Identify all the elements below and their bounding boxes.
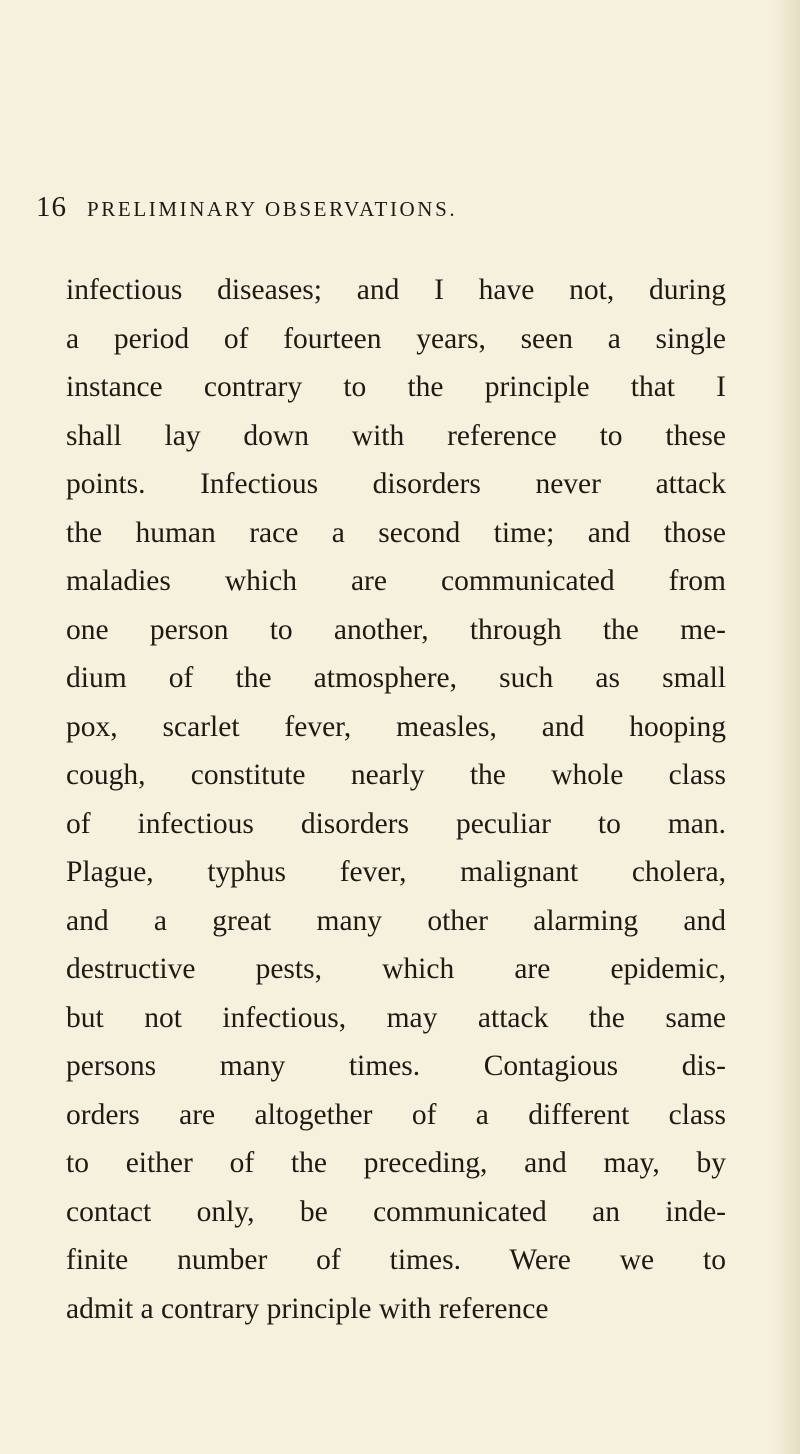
text-line: but not infectious, may attack the same (66, 1001, 726, 1034)
body-text (66, 270, 726, 1337)
running-head (36, 191, 457, 231)
text-line: of infectious disorders peculiar to man. (66, 807, 726, 840)
text-line: persons many times. Contagious dis- (66, 1050, 726, 1082)
text-line: dium of the atmosphere, such as small (66, 662, 726, 694)
text-line: the human race a second time; and those (66, 516, 726, 549)
text-line: points. Infectious disorders never attack (66, 468, 726, 500)
text-line: pox, scarlet fever, measles, and hooping (66, 710, 726, 743)
text-line: contact only, be communicated an inde- (66, 1195, 726, 1228)
text-line: one person to another, through the me- (66, 613, 726, 646)
text-line: instance contrary to the principle that I (66, 371, 726, 403)
running-head-title: PRELIMINARY OBSERVATIONS. (87, 197, 458, 221)
text-line: shall lay down with reference to these (66, 419, 726, 452)
text-line: destructive pests, which are epidemic, (66, 953, 726, 985)
text-line: admit a contrary principle with reference (66, 1292, 549, 1325)
text-line: maladies which are communicated from (66, 565, 726, 597)
text-line: and a great many other alarming and (66, 904, 726, 937)
text-line: to either of the preceding, and may, by (66, 1147, 726, 1179)
text-line: infectious diseases; and I have not, during (66, 274, 726, 306)
text-line: Plague, typhus fever, malignant cholera, (66, 856, 726, 888)
text-line: a period of fourteen years, seen a single (66, 322, 726, 355)
text-line: cough, constitute nearly the whole class (66, 759, 726, 791)
text-line: orders are altogether of a different class (66, 1098, 726, 1131)
text-line: finite number of times. Were we to (66, 1244, 726, 1276)
page-number: 16 (36, 191, 67, 223)
